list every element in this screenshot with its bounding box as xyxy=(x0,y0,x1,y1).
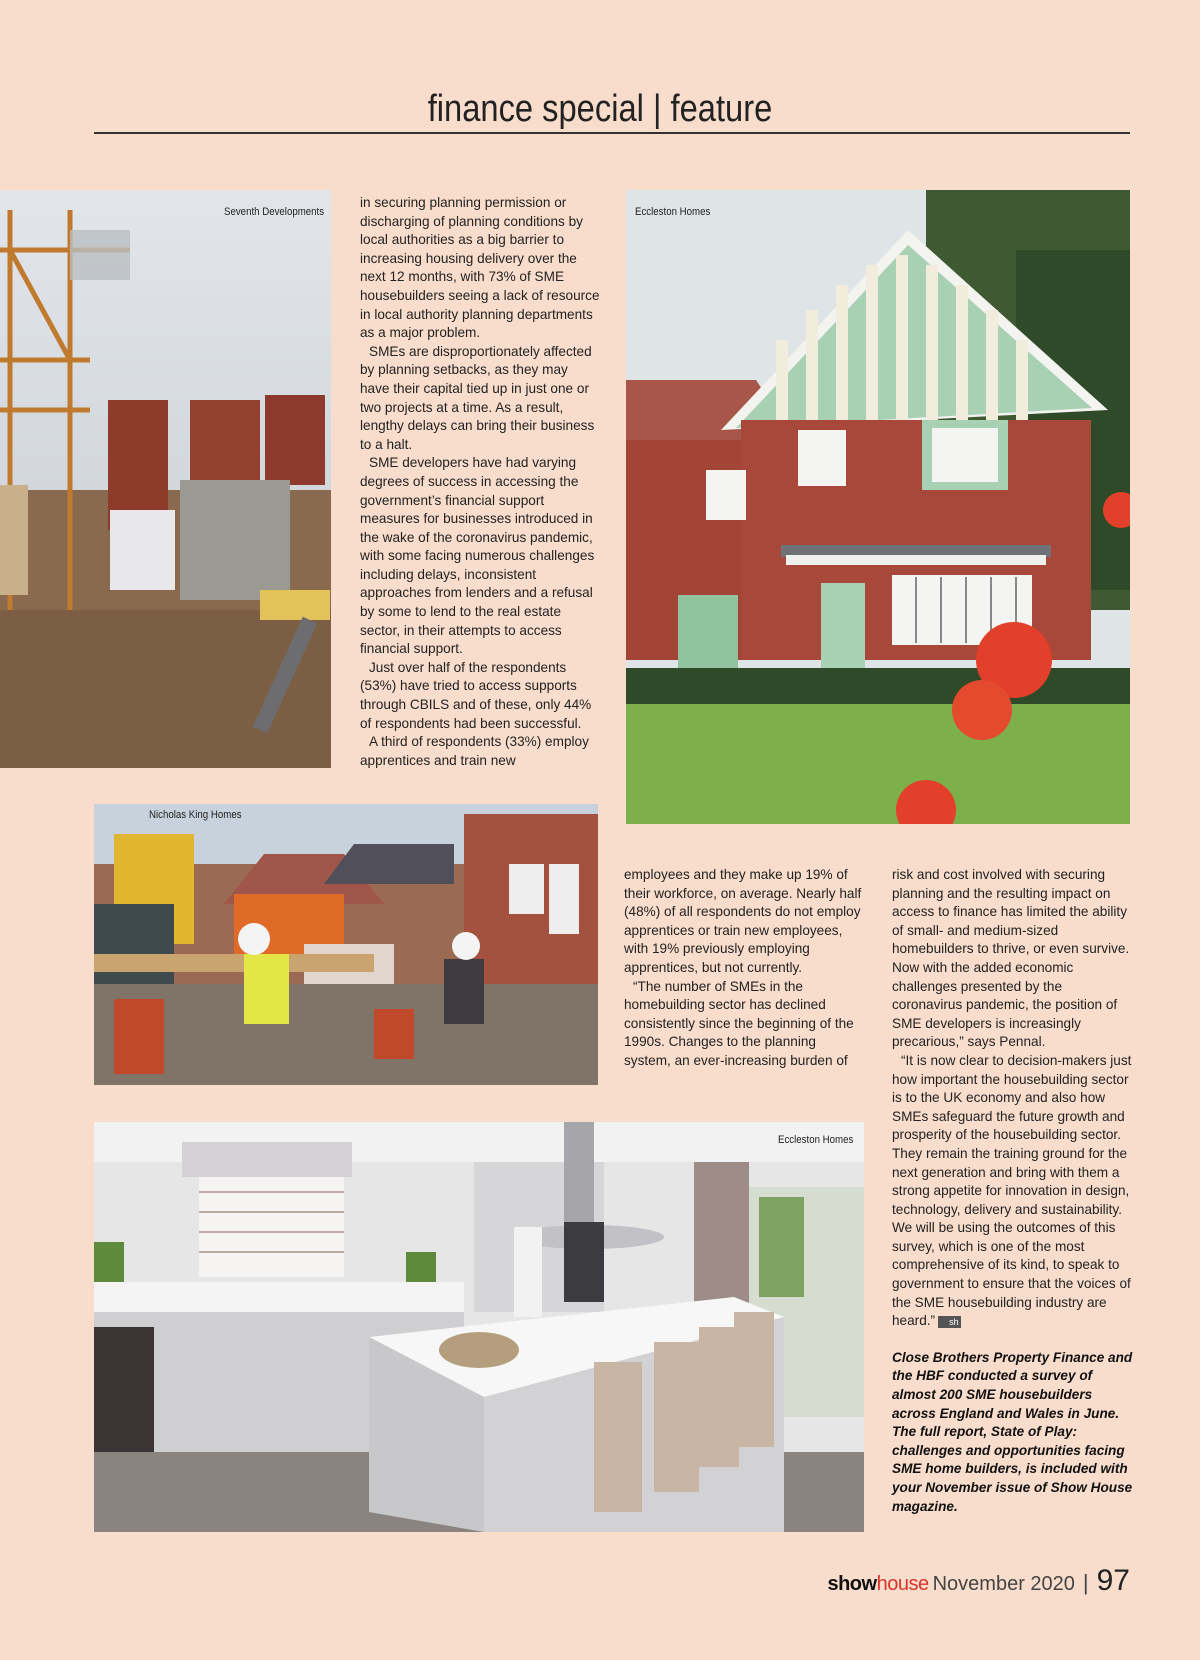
photo-credit-workers: Nicholas King Homes xyxy=(149,809,242,821)
construction-site-photo xyxy=(0,190,331,768)
article-column-2 xyxy=(624,866,864,1071)
kitchen-interior-photo xyxy=(94,1122,864,1532)
end-mark-icon: sh xyxy=(938,1316,961,1328)
bricklayers-photo xyxy=(94,804,598,1085)
photo-credit-kitchen: Eccleston Homes xyxy=(778,1134,854,1146)
brand-logo-house: house xyxy=(876,1573,929,1595)
boxout-report: The full report, State of Play: challenges and opportunities facing SME home builders, is included with your November issue of Show House magazine. xyxy=(892,1424,1133,1514)
col3-paragraph: risk and cost involved with securing planning and the resulting impact on access to finance has limited the ability of small- and medium-sized homebuilders to thrive, or even survive. Now with the added economic challenges presented by the coronavirus pandemic, the position of SME developers is increasingly precarious,” says Pennal. xyxy=(892,867,1130,1050)
page-number: 97 xyxy=(1096,1564,1130,1597)
page-header-title: finance special | feature xyxy=(427,88,773,130)
brand-logo-show: show xyxy=(827,1573,877,1595)
col2-paragraph: “The number of SMEs in the homebuilding sector has declined consistently since the beginning of the 1990s. Changes to the planning system, an ever-increasing burden of xyxy=(624,978,854,1068)
col1-paragraph: in securing planning permission or discharging of planning conditions by local authorities as a big barrier to increasing housing delivery over the next 12 months, with 73% of SME housebuilders seeing a lack of resource in local authority planning departments as a major problem. xyxy=(360,195,600,341)
col2-paragraph: employees and they make up 19% of their workforce, on average. Nearly half (48%) of all respondents do not employ apprentices or train new employees, with 19% previously employing apprentices, but not currently. xyxy=(624,867,862,975)
col1-paragraph: Just over half of the respondents (53%) have tried to access supports through CBILS and of these, only 44% of respondents had been successful. xyxy=(360,659,592,731)
house-exterior-photo xyxy=(626,190,1130,824)
col3-closing-quote: “It is now clear to decision-makers just how important the housebuilding sector is to the UK economy and also how SMEs safeguard the future growth and prosperity of the housebuilding sector. They remain the training ground for the next generation and bring with them a strong appetite for innovation in design, technology, delivery and sustainability. We will be using the outcomes of this survey, which is one of the most comprehensive of its kind, to speak to government to ensure that the voices of the SME housebuilding industry are heard.” xyxy=(892,1052,1132,1329)
col1-paragraph: SME developers have had varying degrees of success in accessing the government’s financial support measures for businesses introduced in the wake of the coronavirus pandemic, with some facing numerous challenges including delays, inconsistent approaches from lenders and a refusal by some to lend to the real estate sector, in their attempts to access financial support. xyxy=(360,455,595,657)
issue-date: November 2020 xyxy=(932,1573,1075,1595)
header-divider xyxy=(94,132,1130,134)
article-column-3 xyxy=(892,866,1134,1516)
col1-paragraph: A third of respondents (33%) employ apprentices and train new xyxy=(360,734,589,768)
boxout-survey: Close Brothers Property Finance and the HBF conducted a survey of almost 200 SME housebuilders across England and Wales in June. xyxy=(892,1349,1133,1421)
photo-credit-site: Seventh Developments xyxy=(224,206,325,218)
col1-paragraph: SMEs are disproportionately affected by planning setbacks, as they may have their capital tied up in just one or two projects at a time. As a result, lengthy delays can bring their business to a halt. xyxy=(360,343,595,452)
page-footer xyxy=(827,1564,1130,1604)
article-column-1 xyxy=(360,194,600,770)
footer-divider: | xyxy=(1082,1570,1089,1595)
col3-paragraph xyxy=(892,1052,1134,1331)
photo-credit-house: Eccleston Homes xyxy=(635,206,711,218)
